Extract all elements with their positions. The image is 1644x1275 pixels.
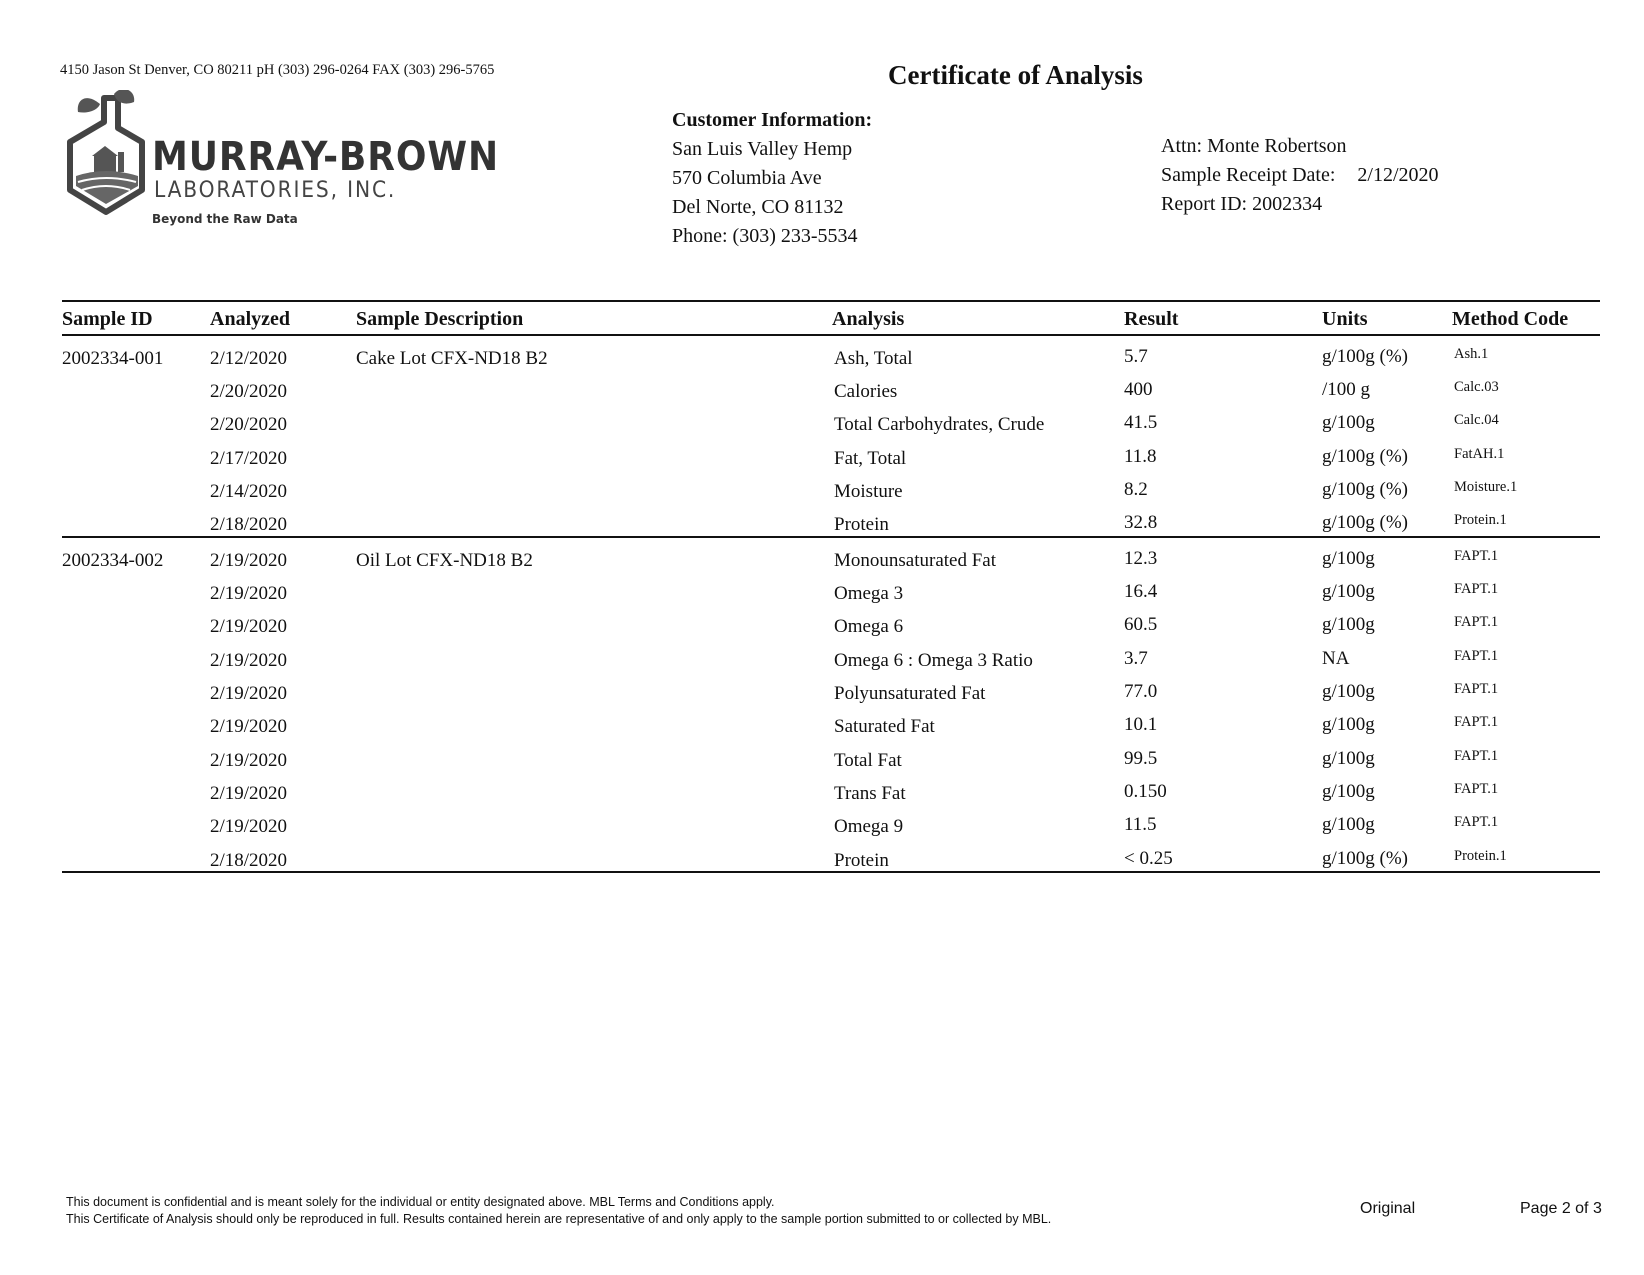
customer-street: 570 Columbia Ave [672, 167, 822, 189]
analysis-cell: Protein [834, 850, 889, 871]
analysis-cell: Omega 9 [834, 816, 904, 837]
sample-id-cell: 2002334-002 [62, 550, 164, 571]
analysis-cell: Omega 6 : Omega 3 Ratio [834, 650, 1033, 671]
customer-phone: Phone: (303) 233-5534 [672, 225, 858, 247]
sample-id-cell: 2002334-001 [62, 348, 164, 369]
analyzed-cell: 2/19/2020 [210, 616, 288, 637]
col-analysis: Analysis [832, 308, 905, 330]
analyzed-cell: 2/20/2020 [210, 381, 288, 402]
analyzed-cell: 2/14/2020 [210, 481, 288, 502]
result-cell: < 0.25 [1124, 848, 1173, 869]
analysis-cell: Total Carbohydrates, Crude [834, 414, 1045, 435]
result-cell: 16.4 [1124, 581, 1158, 602]
method-code-cell: Moisture.1 [1454, 479, 1518, 495]
result-cell: 5.7 [1124, 346, 1148, 367]
analyzed-cell: 2/19/2020 [210, 716, 288, 737]
units-cell: g/100g (%) [1322, 479, 1409, 500]
method-code-cell: FAPT.1 [1454, 614, 1499, 630]
analysis-cell: Calories [834, 381, 898, 402]
units-cell: g/100g [1322, 614, 1375, 635]
analyzed-cell: 2/19/2020 [210, 816, 288, 837]
analysis-cell: Moisture [834, 481, 903, 502]
analyzed-cell: 2/19/2020 [210, 683, 288, 704]
customer-heading: Customer Information: [672, 109, 873, 131]
result-cell: 11.5 [1124, 814, 1157, 835]
units-cell: g/100g [1322, 412, 1375, 433]
document-status: Original [1360, 1200, 1416, 1217]
method-code-cell: FAPT.1 [1454, 748, 1499, 764]
result-cell: 77.0 [1124, 681, 1158, 702]
result-cell: 400 [1124, 379, 1153, 400]
units-cell: /100 g [1322, 379, 1371, 400]
col-sample-description: Sample Description [356, 308, 524, 330]
page-number: Page 2 of 3 [1520, 1200, 1602, 1217]
result-cell: 11.8 [1124, 446, 1157, 467]
method-code-cell: Protein.1 [1454, 848, 1507, 864]
analyzed-cell: 2/12/2020 [210, 348, 288, 369]
receipt-date-label: Sample Receipt Date: [1161, 164, 1336, 186]
customer-city: Del Norte, CO 81132 [672, 196, 844, 218]
analyzed-cell: 2/19/2020 [210, 783, 288, 804]
analyzed-cell: 2/17/2020 [210, 448, 288, 469]
result-cell: 32.8 [1124, 512, 1158, 533]
units-cell: g/100g [1322, 814, 1375, 835]
result-cell: 12.3 [1124, 548, 1158, 569]
method-code-cell: FAPT.1 [1454, 714, 1499, 730]
units-cell: g/100g [1322, 548, 1375, 569]
method-code-cell: FAPT.1 [1454, 581, 1499, 597]
col-sample-id: Sample ID [62, 308, 153, 330]
method-code-cell: Calc.04 [1454, 412, 1499, 428]
customer-name: San Luis Valley Hemp [672, 138, 853, 160]
footer-disclaimer [66, 1194, 1051, 1228]
analyzed-cell: 2/18/2020 [210, 850, 288, 871]
analysis-cell: Polyunsaturated Fat [834, 683, 986, 704]
method-code-cell: Ash.1 [1454, 346, 1489, 362]
method-code-cell: FAPT.1 [1454, 681, 1499, 697]
result-cell: 0.150 [1124, 781, 1167, 802]
receipt-date-row [1161, 161, 1439, 190]
units-cell: g/100g (%) [1322, 446, 1409, 467]
analyzed-cell: 2/19/2020 [210, 583, 288, 604]
customer-info [672, 106, 872, 251]
logo-name: MURRAY-BROWN [152, 134, 500, 180]
units-cell: g/100g (%) [1322, 848, 1409, 869]
result-cell: 8.2 [1124, 479, 1148, 500]
analysis-cell: Saturated Fat [834, 716, 935, 737]
units-cell: g/100g [1322, 681, 1375, 702]
analyzed-cell: 2/19/2020 [210, 750, 288, 771]
description-cell: Oil Lot CFX-ND18 B2 [356, 550, 533, 571]
method-code-cell: FAPT.1 [1454, 814, 1499, 830]
method-code-cell: FAPT.1 [1454, 648, 1499, 664]
analyzed-cell: 2/19/2020 [210, 550, 288, 571]
report-info [1161, 132, 1439, 219]
table-top-rule [62, 300, 1600, 302]
result-cell: 10.1 [1124, 714, 1158, 735]
analysis-cell: Trans Fat [834, 783, 906, 804]
analysis-cell: Fat, Total [834, 448, 907, 469]
units-cell: g/100g [1322, 781, 1375, 802]
method-code-cell: FAPT.1 [1454, 548, 1499, 564]
col-analyzed: Analyzed [210, 308, 290, 330]
analyzed-cell: 2/18/2020 [210, 514, 288, 535]
result-cell: 3.7 [1124, 648, 1148, 669]
footer-line-1: This document is confidential and is meant solely for the individual or entity designated above. MBL Terms and Conditions apply. [66, 1195, 775, 1209]
result-cell: 41.5 [1124, 412, 1158, 433]
table-header-rule [62, 334, 1600, 336]
method-code-cell: FAPT.1 [1454, 781, 1499, 797]
attention: Attn: Monte Robertson [1161, 135, 1347, 157]
units-cell: g/100g (%) [1322, 346, 1409, 367]
analysis-cell: Protein [834, 514, 889, 535]
analysis-cell: Ash, Total [834, 348, 913, 369]
analysis-cell: Omega 3 [834, 583, 904, 604]
col-result: Result [1124, 308, 1179, 330]
analyzed-cell: 2/20/2020 [210, 414, 288, 435]
col-units: Units [1322, 308, 1368, 330]
analysis-cell: Omega 6 [834, 616, 904, 637]
receipt-date-value: 2/12/2020 [1357, 164, 1439, 186]
analysis-cell: Monounsaturated Fat [834, 550, 997, 571]
analyzed-cell: 2/19/2020 [210, 650, 288, 671]
method-code-cell: FatAH.1 [1454, 446, 1505, 462]
description-cell: Cake Lot CFX-ND18 B2 [356, 348, 548, 369]
footer-line-2: This Certificate of Analysis should only be reproduced in full. Results contained herein are representative of and only apply to the sample portion submitted to or collected by MBL. [66, 1212, 1052, 1226]
units-cell: g/100g (%) [1322, 512, 1409, 533]
result-cell: 99.5 [1124, 748, 1158, 769]
lab-address: 4150 Jason St Denver, CO 80211 pH (303) 296-0264 FAX (303) 296-5765 [60, 62, 495, 78]
analysis-cell: Total Fat [834, 750, 902, 771]
report-id: Report ID: 2002334 [1161, 193, 1323, 215]
units-cell: g/100g [1322, 714, 1375, 735]
document-title: Certificate of Analysis [888, 60, 1143, 90]
result-cell: 60.5 [1124, 614, 1158, 635]
units-cell: g/100g [1322, 581, 1375, 602]
units-cell: g/100g [1322, 748, 1375, 769]
table-bottom-rule [62, 871, 1600, 873]
method-code-cell: Protein.1 [1454, 512, 1507, 528]
sample-divider-rule [62, 536, 1600, 538]
logo-subtitle: LABORATORIES, INC. [154, 178, 397, 203]
col-method-code: Method Code [1452, 308, 1569, 330]
method-code-cell: Calc.03 [1454, 379, 1499, 395]
logo-tagline: Beyond the Raw Data [152, 212, 298, 226]
units-cell: NA [1322, 648, 1350, 669]
